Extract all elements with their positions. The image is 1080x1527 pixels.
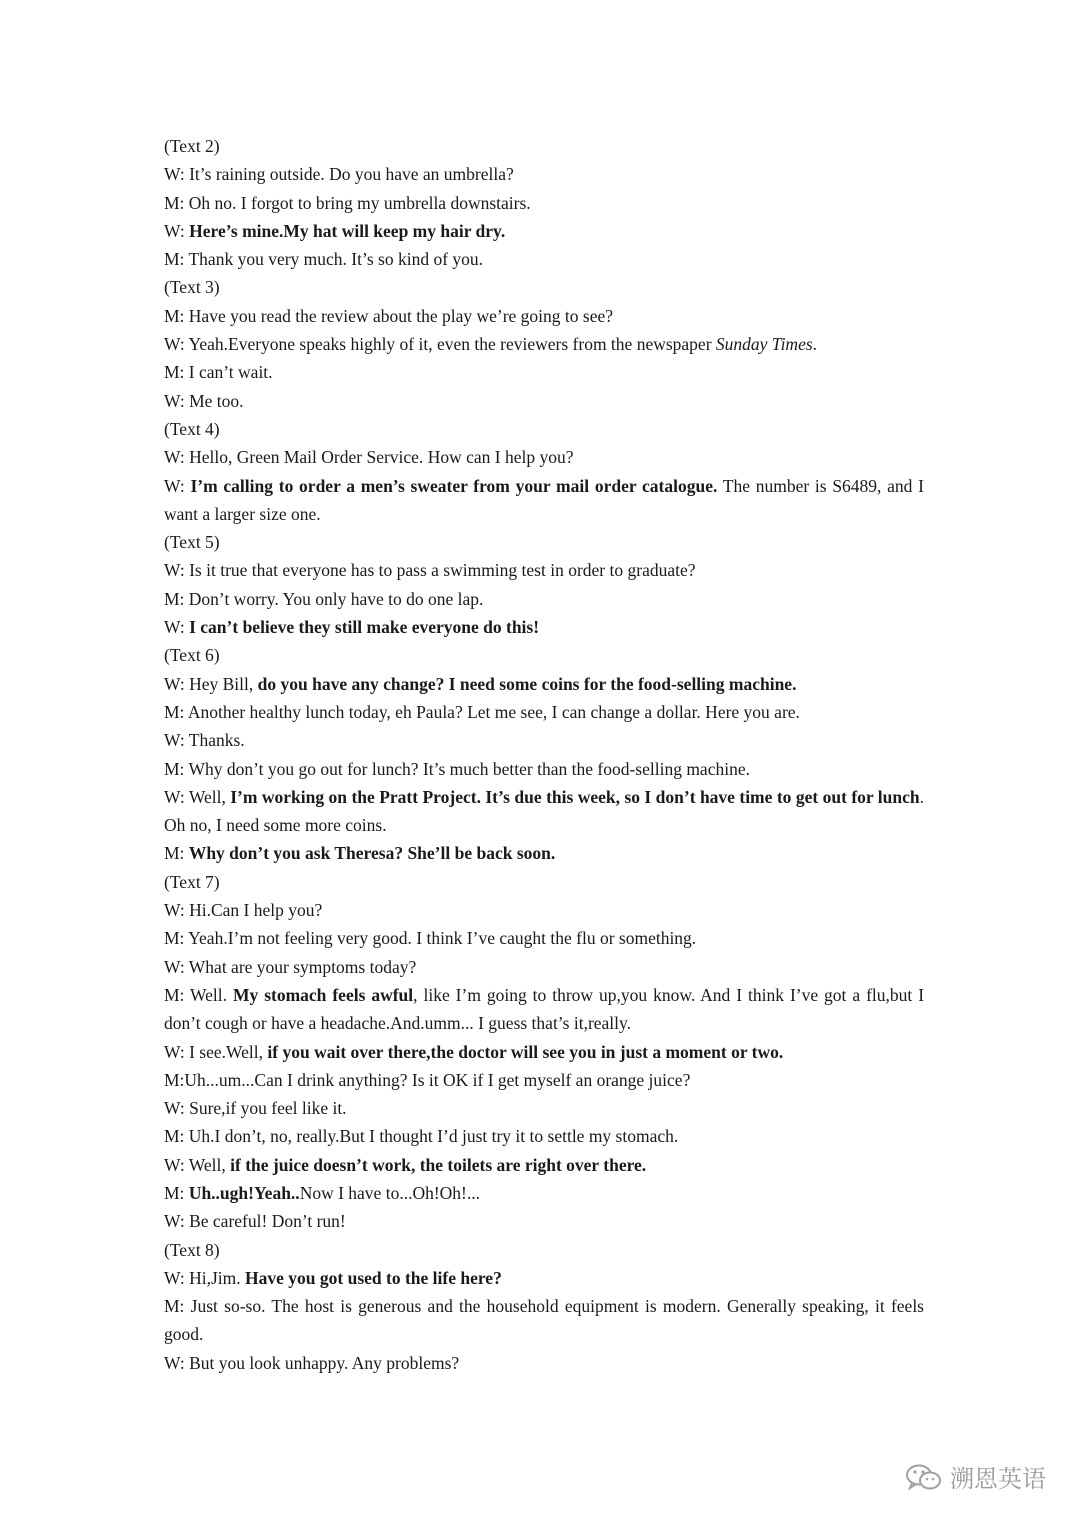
dialogue-line [164, 472, 924, 529]
dialogue-line [164, 302, 924, 330]
dialogue-line [164, 415, 924, 443]
dialogue-line [164, 1038, 924, 1066]
line-text: M: I can’t wait. [164, 362, 273, 383]
line-text: W: Hey Bill, [164, 673, 258, 694]
bold-text: Here’s mine.My hat will keep my hair dry. [189, 220, 506, 241]
dialogue-line [164, 160, 924, 188]
line-text: M:Uh...um...Can I drink anything? Is it OK if I get myself an orange juice? [164, 1069, 691, 1090]
line-text: M: Oh no. I forgot to bring my umbrella downstairs. [164, 192, 531, 213]
dialogue-line [164, 443, 924, 471]
dialogue-line [164, 924, 924, 952]
dialogue-line [164, 670, 924, 698]
dialogue-line [164, 358, 924, 386]
dialogue-line [164, 1292, 924, 1349]
watermark [904, 1459, 1046, 1494]
line-text: (Text 6) [164, 645, 220, 666]
dialogue-line [164, 1236, 924, 1264]
dialogue-line [164, 641, 924, 669]
line-text: W: Hello, Green Mail Order Service. How can I help you? [164, 447, 574, 468]
dialogue-line [164, 981, 924, 1038]
dialogue-line [164, 1066, 924, 1094]
dialogue-line [164, 953, 924, 981]
watermark-text: 溯恩英语 [950, 1465, 1046, 1493]
line-text: M: Uh.I don’t, no, really.But I thought I’d just try it to settle my stomach. [164, 1126, 679, 1147]
line-text: Now I have to...Oh!Oh!... [299, 1182, 480, 1203]
line-text: W: Me too. [164, 390, 244, 411]
dialogue-line [164, 1122, 924, 1150]
bold-text: do you have any change? I need some coins for the food-selling machine. [257, 673, 797, 694]
dialogue-line [164, 1349, 924, 1377]
line-text: The number is S6489, and I want a larger size one. [164, 475, 924, 524]
dialogue-line [164, 726, 924, 754]
dialogue-line [164, 839, 924, 867]
dialogue-line [164, 585, 924, 613]
dialogue-line [164, 613, 924, 641]
line-text: W: Well, [164, 1154, 231, 1175]
bold-text: My stomach feels awful [232, 984, 414, 1005]
dialogue-line [164, 330, 924, 358]
dialogue-line [164, 528, 924, 556]
line-text: W: Be careful! Don’t run! [164, 1211, 346, 1232]
bold-text: Have you got used to the life here? [245, 1267, 502, 1288]
line-text: W: It’s raining outside. Do you have an umbrella? [164, 164, 514, 185]
line-text: W: I see.Well, [164, 1041, 268, 1062]
bold-text: I’m calling to order a men’s sweater from your mail order catalogue. [190, 475, 718, 496]
bold-text: Uh..ugh!Yeah.. [188, 1182, 300, 1203]
line-text: (Text 2) [164, 136, 220, 156]
line-text: W: [164, 617, 190, 638]
line-text: M: Another healthy lunch today, eh Paula? Let me see, I can change a dollar. Here you are. [164, 701, 800, 722]
italic-text: Sunday Times [715, 334, 813, 355]
line-text: . Oh no, I need some more coins. [164, 786, 924, 836]
line-text: M: Just so-so. The host is generous and the household equipment is modern. Generally speaking, it feels good. [164, 1296, 924, 1345]
wechat-icon [904, 1462, 944, 1492]
line-text: (Text 4) [164, 418, 220, 439]
bold-text: Why don’t you ask Theresa? She’ll be back soon. [188, 843, 556, 864]
line-text: (Text 3) [164, 277, 220, 298]
line-text: W: Hi,Jim. [164, 1267, 246, 1288]
dialogue-line [164, 1207, 924, 1235]
bold-text: if you wait over there,the doctor will see you in just a moment or two. [267, 1041, 784, 1062]
dialogue-line [164, 556, 924, 584]
line-text: M: Why don’t you go out for lunch? It’s much better than the food-selling machine. [164, 758, 750, 779]
line-text: W: [164, 475, 191, 496]
line-text: M: Thank you very much. It’s so kind of you. [164, 249, 484, 270]
line-text: (Text 5) [164, 532, 220, 553]
line-text: W: Sure,if you feel like it. [164, 1098, 347, 1119]
dialogue-line [164, 273, 924, 301]
dialogue-line [164, 1264, 924, 1292]
dialogue-line [164, 868, 924, 896]
line-text: W: Well, [164, 786, 231, 807]
line-text: W: Is it true that everyone has to pass a swimming test in order to graduate? [164, 560, 696, 581]
line-text: M: [164, 843, 189, 864]
dialogue-line [164, 1151, 924, 1179]
line-text: (Text 8) [164, 1239, 220, 1260]
dialogue-line [164, 189, 924, 217]
bold-text: I can’t believe they still make everyone do this! [189, 617, 540, 638]
dialogue-line [164, 1179, 924, 1207]
line-text: W: Yeah.Everyone speaks highly of it, even the reviewers from the newspaper [164, 334, 716, 355]
dialogue-line [164, 245, 924, 273]
line-text: M: Yeah.I’m not feeling very good. I think I’ve caught the flu or something. [164, 928, 697, 949]
line-text: W: Hi.Can I help you? [164, 900, 323, 921]
dialogue-line [164, 896, 924, 924]
dialogue-line [164, 217, 924, 245]
dialogue-line [164, 1094, 924, 1122]
line-text: W: But you look unhappy. Any problems? [164, 1352, 460, 1373]
line-text: M: Well. [164, 984, 233, 1005]
dialogue-line [164, 698, 924, 726]
bold-text: I’m working on the Pratt Project. It’s due this week, so I don’t have time to get out for lunch [230, 786, 920, 807]
dialogue-line [164, 132, 924, 160]
line-text: W: What are your symptoms today? [164, 956, 417, 977]
dialogue-line [164, 387, 924, 415]
line-text: M: Have you read the review about the play we’re going to see? [164, 305, 614, 326]
line-text: . [812, 334, 818, 355]
dialogue-line [164, 755, 924, 783]
line-text: , like I’m going to throw up,you know. And I think I’ve got a flu,but I don’t cough or have a headache.And.umm... I guess that’s it,really. [164, 984, 925, 1034]
line-text: W: [164, 220, 190, 241]
bold-text: if the juice doesn’t work, the toilets are right over there. [230, 1154, 647, 1175]
dialogue-line [164, 783, 924, 840]
line-text: W: Thanks. [164, 730, 245, 751]
line-text: (Text 7) [164, 871, 220, 892]
transcript [164, 132, 924, 1377]
line-text: M: Don’t worry. You only have to do one lap. [164, 588, 484, 609]
line-text: M: [164, 1182, 189, 1203]
